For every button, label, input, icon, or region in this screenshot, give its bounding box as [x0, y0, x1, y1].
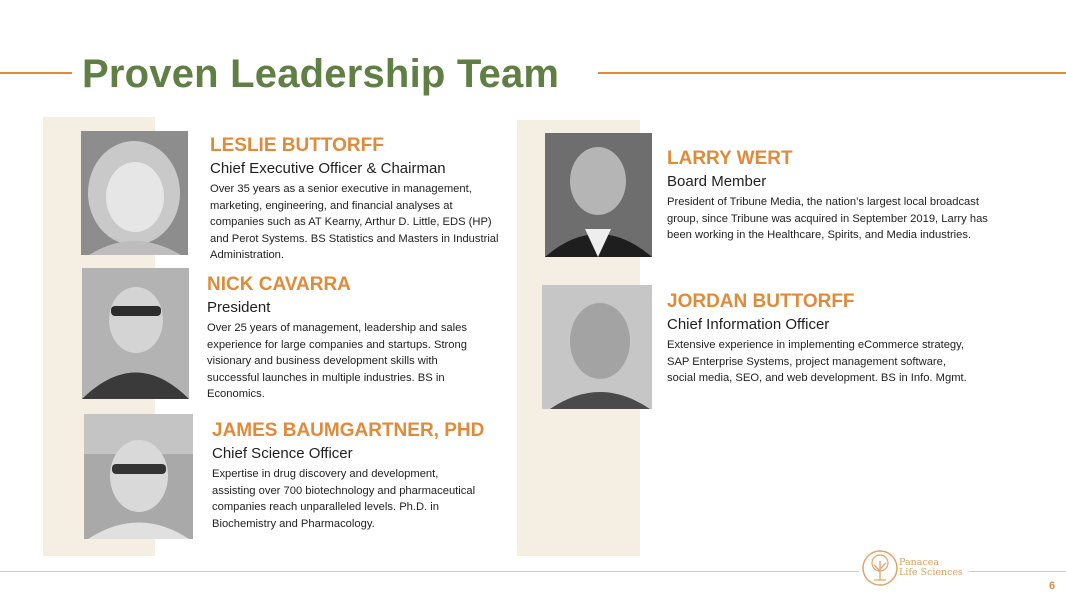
bio-line: group, since Tribune was acquired in September 2019, Larry has — [667, 212, 988, 225]
bio-line: Extensive experience in implementing eCommerce strategy, — [667, 339, 965, 351]
bio-line: successful launches in multiple industries. BS in — [207, 371, 445, 384]
logo-line-2: Life Sciences — [899, 567, 963, 578]
person-bio — [210, 181, 528, 264]
logo-text — [899, 558, 963, 578]
bio-line: Expertise in drug discovery and development, — [212, 468, 439, 480]
bio-line: marketing, engineering, and financial analyses at — [210, 199, 453, 212]
person-nick-cavarra — [207, 274, 517, 403]
person-bio — [667, 337, 1027, 387]
person-leslie-buttorff — [210, 135, 528, 264]
bio-line: companies such as AT Kearny, Arthur D. Little, EDS (HP) — [210, 216, 492, 228]
bio-line: assisting over 700 biotechnology and pharmaceutical — [212, 484, 476, 497]
bio-line: visionary and business development skills with — [207, 355, 438, 367]
person-role: President — [207, 299, 271, 316]
jordan-buttorff-photo — [542, 285, 652, 409]
person-role: Chief Science Officer — [212, 445, 353, 462]
bio-line: Over 25 years of management, leadership and sales — [207, 322, 467, 334]
bio-line: Administration. — [210, 249, 284, 261]
james-baumgartner-photo — [84, 414, 193, 539]
person-name: LESLIE BUTTORFF — [210, 135, 384, 156]
person-james-baumgartner — [212, 420, 512, 532]
header-rule-right — [598, 72, 1066, 74]
larry-wert-photo — [545, 133, 652, 257]
slide-title: Proven Leadership Team — [82, 52, 560, 96]
bio-line: and Perot Systems. BS Statistics and Masters in Industrial — [210, 232, 499, 245]
person-bio — [212, 466, 512, 532]
bio-line: Biochemistry and Pharmacology. — [212, 517, 375, 530]
person-jordan-buttorff — [667, 291, 1027, 387]
person-name: JORDAN BUTTORFF — [667, 291, 855, 312]
bio-line: companies reach unparalleled levels. Ph.D. in — [212, 501, 439, 513]
bio-line: President of Tribune Media, the nation’s largest local broadcast — [667, 196, 979, 208]
tree-logo-icon — [861, 547, 899, 589]
person-name: LARRY WERT — [667, 148, 793, 169]
person-bio — [207, 320, 517, 403]
person-role: Chief Executive Officer & Chairman — [210, 160, 446, 177]
bio-line: Over 35 years as a senior executive in management, — [210, 183, 472, 195]
header-rule-left — [0, 72, 72, 74]
person-bio — [667, 194, 1027, 244]
bio-line: Economics. — [207, 388, 265, 400]
panacea-logo — [859, 547, 969, 589]
leslie-buttorff-photo — [81, 131, 188, 255]
nick-cavarra-photo — [82, 268, 189, 399]
bio-line: been working in the Healthcare, Spirits, and Media industries. — [667, 229, 972, 241]
bio-line: experience for large companies and startups. Strong — [207, 338, 467, 351]
person-larry-wert — [667, 148, 1027, 244]
person-name: JAMES BAUMGARTNER, PHD — [212, 420, 485, 441]
bio-line: social media, SEO, and web development. BS in Info. Mgmt. — [667, 372, 967, 384]
person-role: Board Member — [667, 173, 767, 190]
person-role: Chief Information Officer — [667, 316, 830, 333]
person-name: NICK CAVARRA — [207, 274, 351, 295]
logo-line-1: Panacea — [899, 557, 940, 568]
bio-line: SAP Enterprise Systems, project management software, — [667, 355, 946, 368]
page-number: 6 — [1049, 580, 1056, 592]
